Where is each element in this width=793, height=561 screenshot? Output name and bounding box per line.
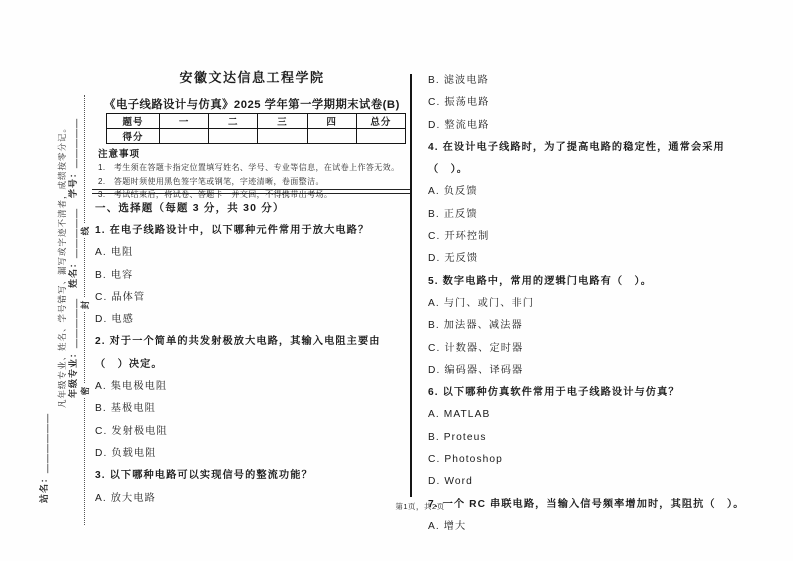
seal-char-feng: 封 [78,298,92,312]
school-title: 安徽文达信息工程学院 [179,70,325,85]
option-text: D. 无反馈 [428,253,479,265]
question-text: 6. 以下哪种仿真软件常用于电子线路设计与仿真？ [428,387,680,399]
notice-block [98,146,410,204]
option-text: D. 编码器、译码器 [428,364,524,376]
option-text: C. 发射极电阻 [95,425,168,437]
notice-item: 1. 考生须在答题卡指定位置填写姓名、学号、专业等信息，在试卷上作答无效。 [98,163,400,172]
option-text: A. 电阻 [95,247,134,259]
zero-score-warning: 凡年级专业、姓名、学号错写、漏写或字迹不清者，成绩按零分记。 [57,122,67,408]
notice-item: 2. 答题时须使用黑色签字笔或钢笔，字迹清晰，卷面整洁。 [98,176,324,186]
option-text: A. 集电极电阻 [95,381,168,393]
score-table-score-row [107,129,406,144]
question-text: 1. 在电子线路设计中，以下哪种元件常用于放大电路？ [95,225,370,236]
notice-title: 注意事项 [98,149,141,160]
header-divider-rule [92,189,410,194]
exam-title: 《电子线路设计与仿真》2025 学年第一学期期末试卷(B) [104,99,400,111]
option-text: A. 与门、或门、非门 [428,297,535,309]
notice-items [98,163,410,201]
option-text: C. 开环控制 [428,231,490,243]
score-table [106,113,406,144]
score-header-cell: 二 [209,114,258,129]
option-text: A. MATLAB [428,409,491,421]
option-text: C. 晶体管 [95,291,146,303]
question-text: 4. 在设计电子线路时，为了提高电路的稳定性，通常会采用（ ）。 [428,141,725,176]
score-empty-cell [258,129,307,144]
option-text: B. 加法器、减法器 [428,320,523,332]
page-number-footer: 第1页，共2页 [395,502,445,511]
option-text: D. 负载电阻 [95,447,157,459]
option-text: B. Proteus [428,431,487,443]
score-empty-cell [307,129,356,144]
seal-char-line: 线 [78,224,92,238]
question-text: 7. 一个 RC 串联电路，当输入信号频率增加时，其阻抗（ ）。 [428,498,745,510]
score-header-cell: 四 [307,114,356,129]
option-text: C. Photoshop [428,454,503,466]
option-text: B. 基极电阻 [95,403,156,415]
right-question-lines [428,70,758,538]
question-text: 2. 对于一个简单的共发射极放大电路，其输入电阻主要由（ ）决定。 [95,336,381,370]
question-column-right [428,70,758,538]
option-text: D. 电感 [95,314,134,326]
score-empty-cell [356,129,405,144]
option-text: A. 负反馈 [428,186,478,198]
seal-char-mi: 密 [78,384,92,398]
score-empty-cell [160,129,209,144]
option-text: D. Word [428,476,473,488]
option-text: C. 计数器、定时器 [428,342,524,354]
score-header-cell: 一 [160,114,209,129]
question-text: 3. 以下哪种电路可以实现信号的整流功能？ [95,470,313,482]
notice-item: 3. 考试结束后，将试卷、答题卡一并交回，不得携带出考场。 [98,190,333,199]
score-empty-cell [209,129,258,144]
station-name-field: 站名：＿＿＿＿＿＿ [39,412,49,503]
option-text: A. 增大 [428,520,467,532]
option-text: B. 正反馈 [428,208,478,220]
column-divider-line [410,74,412,497]
option-text: B. 滤波电路 [428,75,489,86]
section-heading: 一、选择题（每题 3 分，共 30 分） [95,202,285,214]
score-header-cell: 三 [258,114,307,129]
student-info-fields: 年级专业：＿＿＿＿＿ 姓名：＿＿＿＿＿ 学号：＿＿＿＿＿ [68,117,78,398]
option-text: A. 放大电路 [95,492,156,504]
question-text: 5. 数字电路中，常用的逻辑门电路有（ ）。 [428,275,652,287]
score-header-cell: 总分 [356,114,405,129]
question-column-left [95,197,407,510]
option-text: D. 整流电路 [428,119,490,131]
score-label-cell: 得分 [107,129,160,144]
option-text: C. 振荡电路 [428,97,490,109]
score-table-header-row [107,114,406,129]
option-text: B. 电容 [95,269,134,281]
left-question-lines [95,220,407,510]
score-header-cell: 题号 [107,114,160,129]
